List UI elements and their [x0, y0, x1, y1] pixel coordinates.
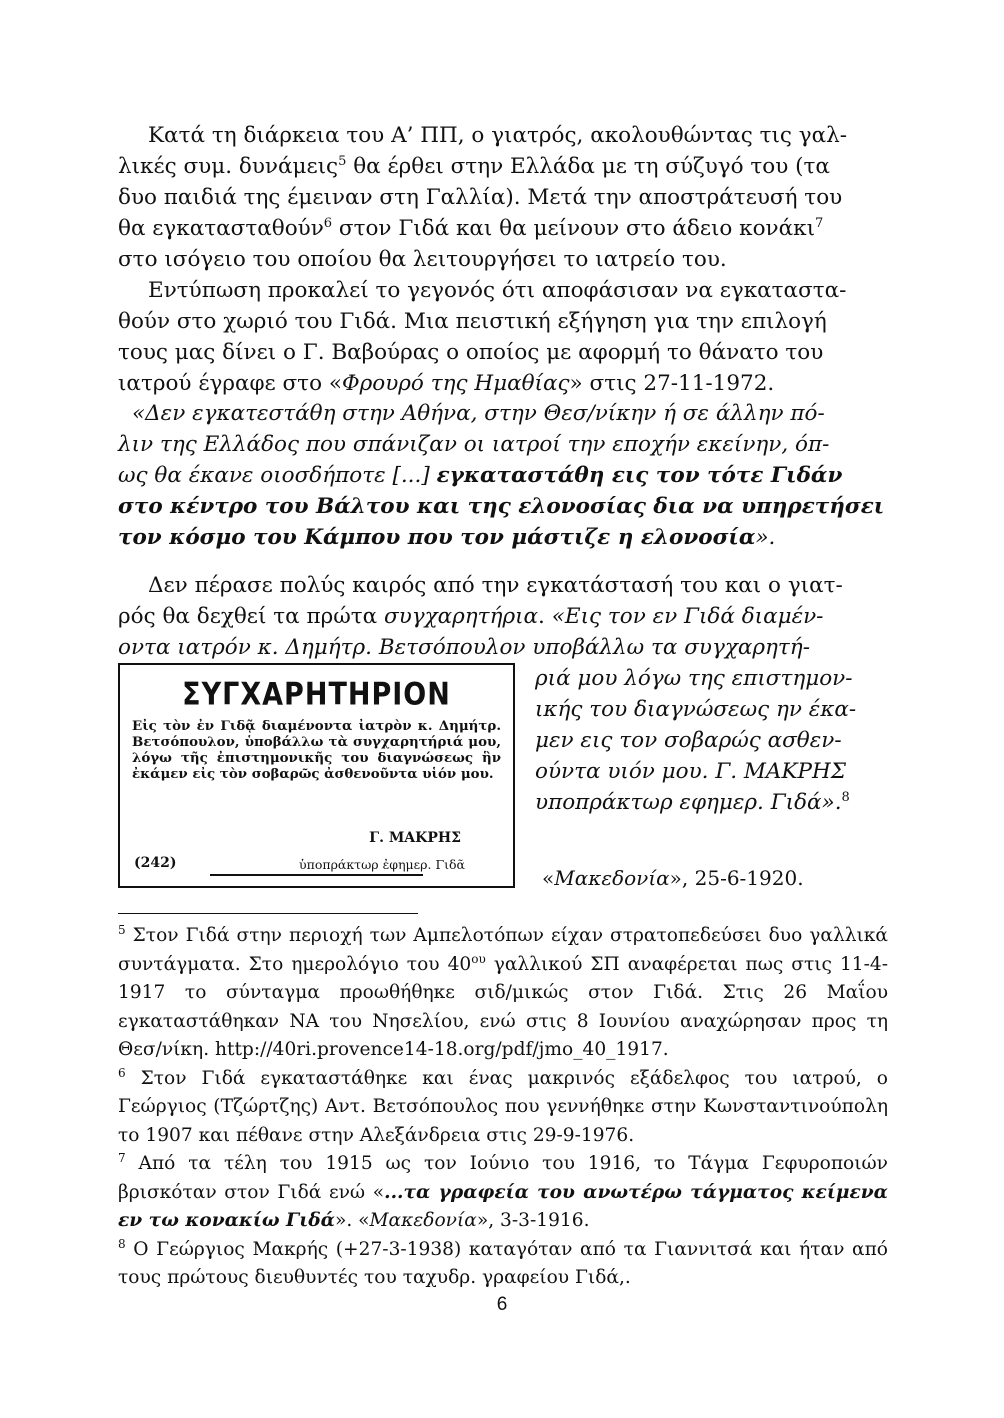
side-text [535, 663, 888, 818]
caption-open: « [542, 866, 555, 890]
footnote-5-text-2: γαλλικού ΣΠ αναφέρεται πως στις 11-4-1917 το σύνταγμα προωθήθηκε σιδ/μικώς στον Γιδά. Στις 26 Μαΐου εγκαταστάθηκαν ΝΑ του Νησελίου, ενώ στις 8 Ιουνίου αναχώρησαν προς τη Θεσ/νίκη. http://40ri.provence14-18.org/pdf/jmo_40_1917. [118, 953, 888, 1060]
clipping-title: ΣΥΓΧΑΡΗΤΗΡΙΟΝ [182, 676, 451, 713]
clipping-body: Εἰς τὸν ἐν Γιδᾷ διαμένοντα ἰατρὸν κ. Δημήτρ. Βετσόπουλον, ὑποβάλλω τὰ συγχαρητήριά μου, λόγω τῆς ἐπιστημονικῆς του διαγνώσεως ἣν ἐκάμεν εἰς τὸν σοβαρῶς ἀσθενοῦντα υἱόν μου. [132, 718, 501, 782]
para1-line-4a: θα εγκατασταθούν [118, 216, 324, 241]
footnote-ref-6[interactable]: 6 [323, 215, 333, 231]
footnote-ref-7[interactable]: 7 [815, 215, 824, 231]
footnote-7 [118, 1150, 888, 1236]
para3-line-2c: «Εις τον εν Γιδά διαμέν- [551, 604, 824, 629]
para3-line-1: Δεν πέρασε πολύς καιρός από την εγκατάστασή του και ο γιατ- [148, 573, 843, 598]
para3-line-2a: ρός θα δεχθεί τα πρώτα [118, 604, 385, 629]
para2-line-3: τους μας δίνει ο Γ. Βαβούρας ο οποίος με αφορμή το θάνατο του [118, 340, 824, 365]
footnote-8-number: 8 [118, 1236, 126, 1251]
newspaper-name: Φρουρό της Ημαθίας [342, 371, 570, 396]
para3-line-2-italic: συγχαρητήρια [384, 604, 539, 629]
para3-line-2b: . [538, 604, 552, 629]
footnote-5-ordinal: ου [471, 951, 486, 966]
footnote-6-number: 6 [118, 1065, 126, 1080]
para2-line-1: Εντύπωση προκαλεί το γεγονός ότι αποφάσισαν να εγκαταστα- [148, 278, 847, 303]
para1-line-2b: θα έρθει στην Ελλάδα με τη σύζυγό του (τα [346, 154, 830, 179]
para1-line-3: δυο παιδιά της έμειναν στη Γαλλία). Μετά την αποστράτευσή του [118, 185, 843, 210]
paragraph-3 [118, 570, 888, 663]
footnote-ref-5[interactable]: 5 [338, 153, 347, 169]
footnote-5-number: 5 [118, 922, 126, 937]
footnote-5 [118, 922, 888, 1065]
footnote-7-text: Από τα τέλη του 1915 ως τον Ιούνιο του 1916, το Τάγμα Γεφυροποιών βρισκόταν στον Γιδά ενώ « [118, 1153, 888, 1203]
quote-line-5a: τον κόσμο του Κάμπου που τον μάστιζε η ελονοσία [118, 525, 756, 550]
para1-line-5: στο ισόγειο του οποίου θα λειτουργήσει το ιατρείο του. [118, 247, 727, 272]
clipping-number: (242) [134, 855, 177, 871]
quote-line-1: «Δεν εγκατεστάθη στην Αθήνα, στην Θεσ/νίκην ή σε άλλην πό- [132, 401, 825, 426]
caption-date: », 25-6-1920. [669, 866, 804, 890]
para1-line-1: Κατά τη διάρκεια του Α’ ΠΠ, ο γιατρός, ακολουθώντας τις γαλ- [148, 123, 848, 148]
quote-block [118, 398, 888, 553]
clipping-caption [542, 866, 804, 890]
para2-line-2: θούν στο χωριό του Γιδά. Μια πειστική εξήγηση για την επιλογή [118, 309, 827, 334]
footnote-6-text: Στον Γιδά εγκαταστάθηκε και ένας μακρινός εξάδελφος του ιατρού, ο Γεώργιος (Τζώρτζης) Αντ. Βετσόπουλος που γεννήθηκε στην Κωνσταντινούπολη το 1907 και πέθανε στην Αλεξάνδρεια στις 29-9-1976. [118, 1067, 888, 1146]
clipping-divider [210, 874, 423, 876]
caption-newspaper: Μακεδονία [554, 866, 670, 890]
footnotes [118, 922, 888, 1293]
quote-line-5b: ». [755, 525, 776, 550]
footnote-7-date: », 3-3-1916. [476, 1210, 590, 1231]
footnote-separator [118, 913, 418, 914]
footnote-ref-8[interactable]: 8 [841, 789, 850, 805]
side-line-1: ριά μου λόγω της επιστημον- [535, 666, 853, 691]
para3-line-3: οντα ιατρόν κ. Δημήτρ. Βετσόπουλον υποβάλλω τα συγχαρητή- [118, 635, 810, 660]
quote-line-4: στο κέντρο του Βάλτου και της ελονοσίας δια να υπηρετήσει [118, 494, 885, 519]
para2-line-4b: » στις 27-11-1972. [569, 371, 775, 396]
footnote-5-text: Στον Γιδά στην περιοχή των Αμπελοτόπων είχαν στρατοπεδεύσει δυο γαλλικά συντάγματα. Στο ημερολόγιο του 40 [118, 925, 888, 975]
side-line-2: ικής του διαγνώσεως ην έκα- [535, 697, 857, 722]
page-number: 6 [496, 1294, 508, 1315]
clipping-role: ὑποπράκτωρ ἐφημερ. Γιδᾶ [299, 857, 465, 872]
side-line-4: ούντα υιόν μου. Γ. ΜΑΚΡΗΣ [535, 759, 846, 784]
footnote-7-newspaper: Μακεδονία [369, 1210, 477, 1231]
paragraph-2 [118, 275, 888, 399]
side-line-5: υποπράκτωρ εφημερ. Γιδά». [535, 790, 842, 815]
para1-line-4b: στον Γιδά και θα μείνουν στο άδειο κονάκι [332, 216, 816, 241]
footnote-8 [118, 1236, 888, 1293]
paragraph-1 [118, 120, 888, 275]
quote-line-3b: εγκαταστάθη εις τον τότε Γιδάν [436, 463, 843, 488]
para1-line-2a: λικές συμ. δυνάμεις [118, 154, 339, 179]
side-line-3: μεν εις τον σοβαρώς ασθεν- [535, 728, 842, 753]
para2-line-4a: ιατρού έγραφε στο « [118, 371, 343, 396]
footnote-7-number: 7 [118, 1150, 126, 1165]
clipping-signature: Γ. ΜΑΚΡΗΣ [369, 830, 461, 846]
footnote-7-text-2: ». « [334, 1210, 370, 1231]
quote-line-3a: ως θα έκανε οιοσδήποτε [...] [118, 463, 437, 488]
newspaper-clipping [118, 663, 515, 888]
footnote-8-text: Ο Γεώργιος Μακρής (+27-3-1938) καταγόταν από τα Γιαννιτσά και ήταν από τους πρώτους διευθυντές του ταχυδρ. γραφείου Γιδά,. [118, 1238, 888, 1288]
quote-line-2: λιν της Ελλάδος που σπάνιζαν οι ιατροί την εποχήν εκείνην, όπ- [118, 432, 830, 457]
footnote-7-quote: ...τα γραφεία του ανωτέρω τάγματος κείμενα εν τω κονακίω Γιδά [118, 1181, 888, 1231]
footnote-6 [118, 1065, 888, 1151]
